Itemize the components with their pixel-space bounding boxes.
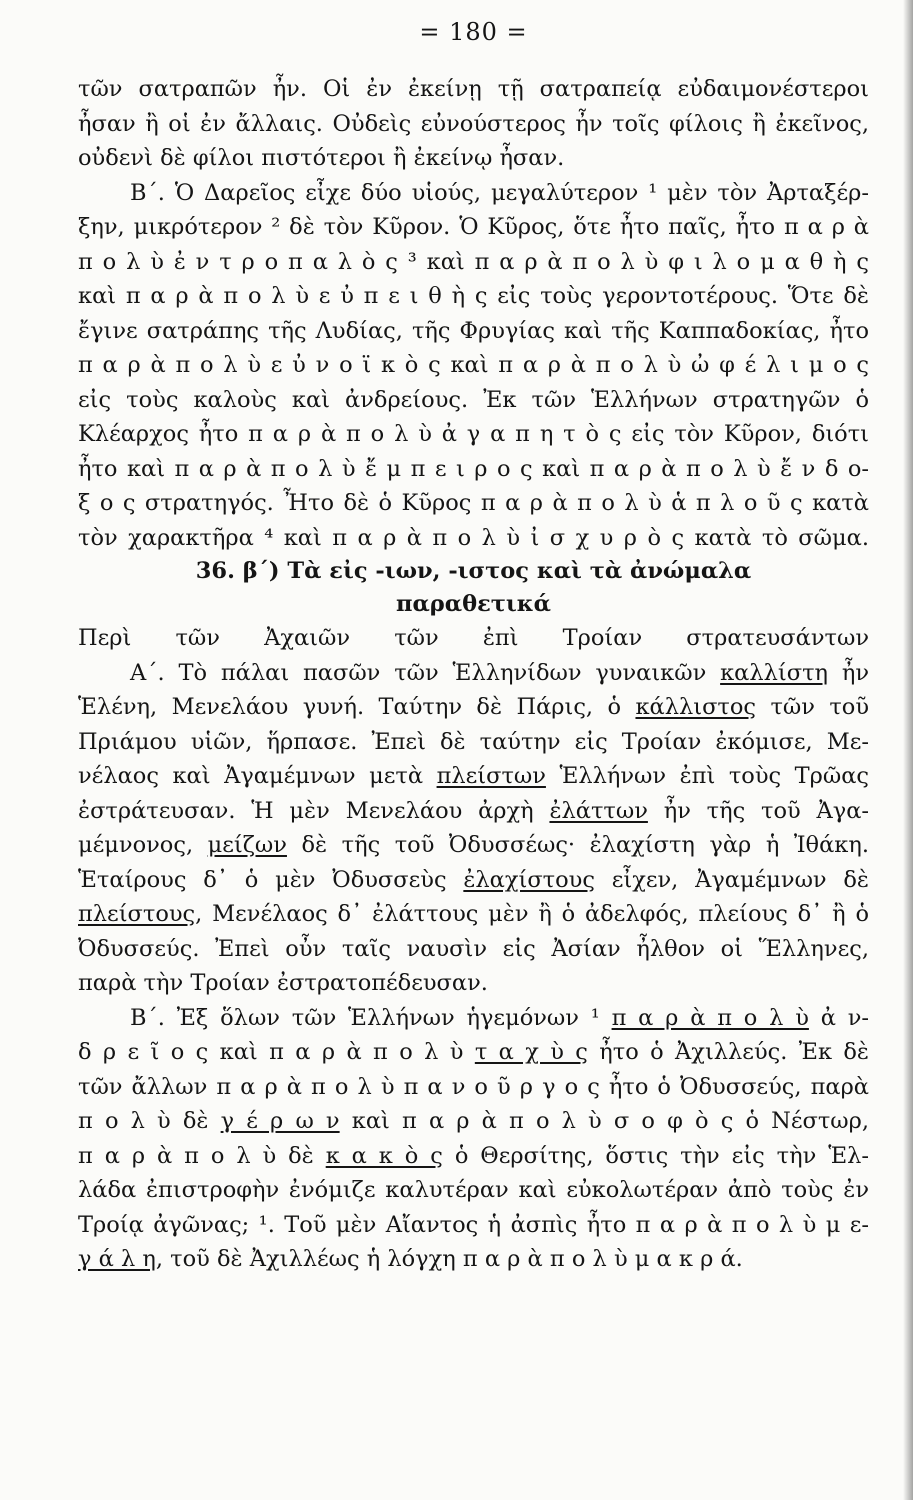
text-line: νέλαος καὶ Ἀγαμέμνων μετὰ πλείστων Ἑλλήνων ἐπὶ τοὺς Τρῶας	[78, 763, 869, 789]
text-line: Ἑλένη, Μενελάου γυνή. Ταύτην δὲ Πάρις, ὁ κάλλιστος τῶν τοῦ	[78, 694, 869, 720]
text-line: Κλέαρχος ἦτο π α ρ ὰ π ο λ ὺ ἀ γ α π η τ ὸ ς εἰς τὸν Κῦρον, διότι	[78, 421, 869, 447]
section-heading: 36. β΄) Τὰ εἰς -ιων, -ιστος καὶ τὰ ἀνώμαλα	[195, 558, 752, 584]
text-line: Β΄. Ἐξ ὅλων τῶν Ἑλλήνων ἡγεμόνων ¹ π α ρ ὰ π ο λ ὺ ἀ ν-	[130, 1004, 869, 1031]
paragraph-b-leaders	[78, 1001, 869, 1277]
text-line: π α ρ ὰ π ο λ ὺ ε ὐ ν ο ϊ κ ὸ ς καὶ π α ρ ὰ π ο λ ὺ ὠ φ έ λ ι μ ο ς	[78, 352, 869, 378]
text-line: π ο λ ὺ ἐ ν τ ρ ο π α λ ὸ ς ³ καὶ π α ρ ὰ π ο λ ὺ φ ι λ ο μ α θ ὴ ς	[78, 248, 869, 275]
paragraph-intro-end	[78, 72, 869, 176]
text-line: Ἑταίρους δ᾽ ὁ μὲν Ὀδυσσεὺς ἐλαχίστους εἶχεν, Ἀγαμέμνων δὲ	[78, 866, 869, 893]
text-line: παρὰ τὴν Τροίαν ἐστρατοπέδευσαν.	[78, 970, 488, 996]
text-line: δ ρ ε ῖ ο ς καὶ π α ρ ὰ π ο λ ὺ τ α χ ὺ ς ἦτο ὁ Ἀχιλλεύς. Ἐκ δὲ	[78, 1039, 869, 1065]
text-line: μέμνονος, μείζων δὲ τῆς τοῦ Ὀδυσσέως· ἐλαχίστη γὰρ ἡ Ἰθάκη.	[78, 832, 869, 858]
text-line: Β΄. Ὁ Δαρεῖος εἶχε δύο υἱούς, μεγαλύτερον ¹ μὲν τὸν Ἀρταξέρ-	[130, 179, 869, 206]
text-line: ἦσαν ἢ οἱ ἐν ἄλλαις. Οὐδεὶς εὐνούστερος ἦν τοῖς φίλοις ἢ ἐκεῖνος,	[78, 110, 869, 137]
subheading: Περὶ τῶν Ἀχαιῶν τῶν ἐπὶ Τροίαν στρατευσάντων	[78, 625, 869, 651]
text-line: ἐστράτευσαν. Ἡ μὲν Μενελάου ἀρχὴ ἐλάττων ἦν τῆς τοῦ Ἀγα-	[78, 797, 869, 824]
text-line: τῶν ἄλλων π α ρ ὰ π ο λ ὺ π α ν ο ῦ ρ γ ο ς ἦτο ὁ Ὀδυσσεύς, παρὰ	[78, 1073, 869, 1100]
text-line: εἰς τοὺς καλοὺς καὶ ἀνδρείους. Ἐκ τῶν Ἑλλήνων στρατηγῶν ὁ	[78, 386, 869, 413]
page-edge-shadow	[903, 0, 913, 1500]
text-line: γ ά λ η, τοῦ δὲ Ἀχιλλέως ἡ λόγχη π α ρ ὰ π ο λ ὺ μ α κ ρ ά.	[78, 1246, 743, 1272]
text-line: ἔγινε σατράπης τῆς Λυδίας, τῆς Φρυγίας καὶ τῆς Καππαδοκίας, ἦτο	[78, 317, 869, 344]
text-line: ἦτο καὶ π α ρ ὰ π ο λ ὺ ἔ μ π ε ι ρ ο ς καὶ π α ρ ὰ π ο λ ὺ ἔ ν δ ο-	[78, 455, 869, 482]
text-line: πλείστους, Μενέλαος δ᾽ ἐλάττους μὲν ἢ ὁ ἀδελφός, πλείους δ᾽ ἢ ὁ	[78, 901, 869, 927]
text-line: Τροίᾳ ἀγῶνας; ¹. Τοῦ μὲν Αἴαντος ἡ ἀσπὶς ἦτο π α ρ ὰ π ο λ ὺ μ ε-	[78, 1211, 869, 1238]
paragraph-a-achaeans	[78, 656, 869, 1001]
section-heading-continued: παραθετικά	[396, 591, 551, 617]
text-line: λάδα ἐπιστροφὴν ἐνόμιζε καλυτέραν καὶ εὐκολωτέραν ἀπὸ τοὺς ἐν	[78, 1177, 869, 1203]
text-line: Πριάμου υἱῶν, ἥρπασε. Ἐπεὶ δὲ ταύτην εἰς Τροίαν ἐκόμισε, Με-	[78, 728, 869, 755]
paragraph-b-darius	[78, 176, 869, 556]
page-number: = 180 =	[419, 18, 528, 46]
text-line: ξην, μικρότερον ² δὲ τὸν Κῦρον. Ὁ Κῦρος, ὅτε ἦτο παῖς, ἦτο π α ρ ὰ	[78, 214, 869, 240]
text-line: τῶν σατραπῶν ἦν. Οἱ ἐν ἐκείνῃ τῇ σατραπείᾳ εὐδαιμονέστεροι	[78, 76, 869, 102]
text-line: Ὀδυσσεύς. Ἐπεὶ οὖν ταῖς ναυσὶν εἰς Ἀσίαν ἦλθον οἱ Ἕλληνες,	[78, 935, 869, 962]
text-line: καὶ π α ρ ὰ π ο λ ὺ ε ὐ π ε ι θ ὴ ς εἰς τοὺς γεροντοτέρους. Ὅτε δὲ	[78, 283, 869, 309]
text-line: οὐδενὶ δὲ φίλοι πιστότεροι ἢ ἐκείνῳ ἦσαν.	[78, 145, 565, 171]
text-line: Α΄. Τὸ πάλαι πασῶν τῶν Ἑλληνίδων γυναικῶν καλλίστη ἦν	[130, 659, 869, 686]
text-line: ξ ο ς στρατηγός. Ἦτο δὲ ὁ Κῦρος π α ρ ὰ π ο λ ὺ ἁ π λ ο ῦ ς κατὰ	[78, 490, 869, 516]
text-line: π ο λ ὺ δὲ γ έ ρ ω ν καὶ π α ρ ὰ π ο λ ὺ σ ο φ ὸ ς ὁ Νέστωρ,	[78, 1108, 869, 1134]
text-line: τὸν χαρακτῆρα ⁴ καὶ π α ρ ὰ π ο λ ὺ ἰ σ χ υ ρ ὸ ς κατὰ τὸ σῶμα.	[78, 524, 869, 551]
text-line: π α ρ ὰ π ο λ ὺ δὲ κ α κ ὸ ς ὁ Θερσίτης, ὅστις τὴν εἰς τὴν Ἑλ-	[78, 1142, 869, 1169]
